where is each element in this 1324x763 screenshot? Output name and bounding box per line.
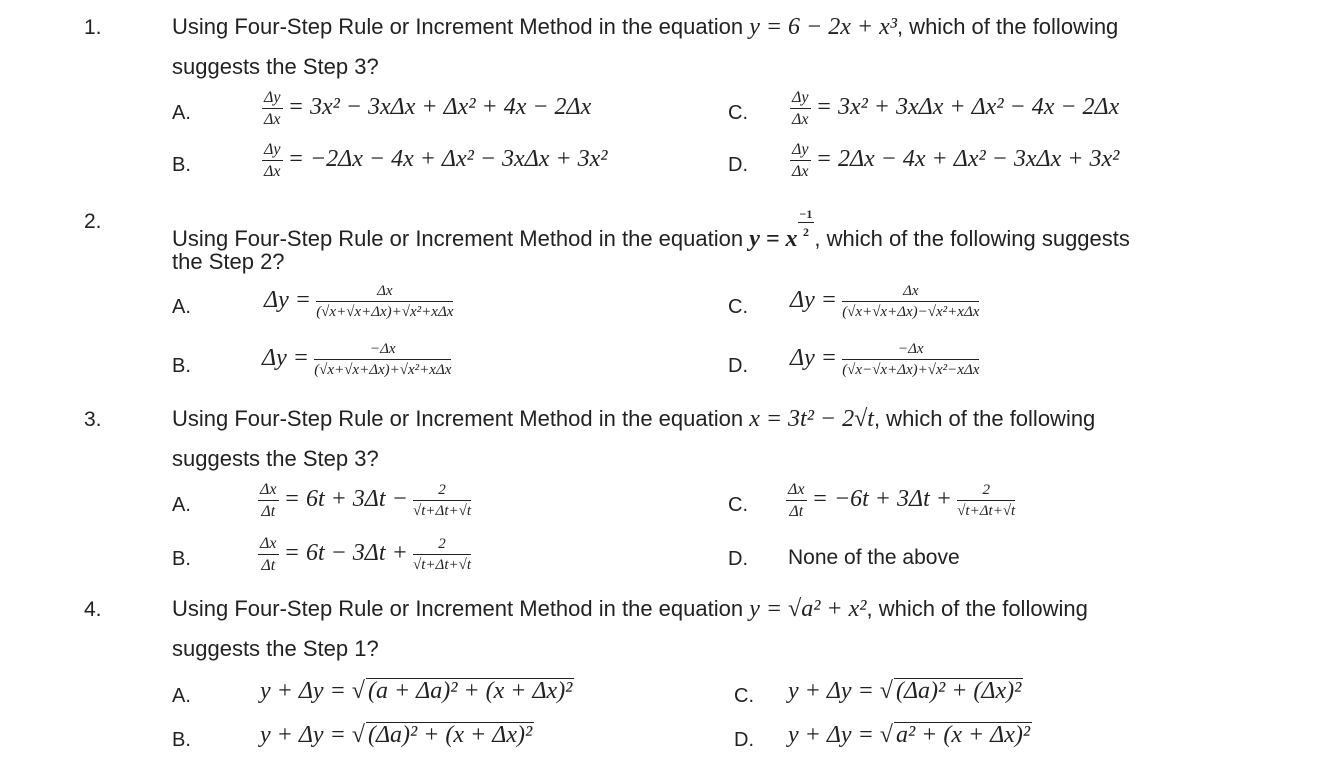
q3-option-c-letter[interactable]: C. — [728, 494, 748, 516]
q4-option-c-letter[interactable]: C. — [734, 685, 754, 707]
q3-a-numerator: 2 — [413, 483, 471, 501]
q1-a-lhs-numerator: Δy — [262, 90, 283, 109]
q1-d-lhs-numerator: Δy — [790, 142, 811, 161]
q2-b-denominator: (√x+√x+Δx)+√x²+xΔx — [314, 362, 452, 378]
q3-c-lhs-numerator: Δx — [786, 482, 807, 501]
q1-option-c-letter[interactable]: C. — [728, 102, 748, 124]
q4-a-lhs: y + Δy = √ — [260, 678, 365, 704]
q3-a-lhs-numerator: Δx — [258, 482, 279, 501]
q4-option-b-letter[interactable]: B. — [172, 729, 191, 751]
question-3-text-line1 — [172, 406, 1095, 433]
q3-c-denominator: √t+Δt+√t — [957, 503, 1016, 519]
q1-option-d-letter[interactable]: D. — [728, 154, 748, 176]
question-2-equation-base: y = x — [749, 226, 798, 252]
q1-d-lhs-denominator: Δx — [792, 163, 809, 180]
q4-b-lhs: y + Δy = √ — [260, 722, 365, 748]
q4-c-lhs: y + Δy = √ — [788, 678, 893, 704]
q2-a-lhs: Δy = — [264, 286, 311, 313]
q4-a-radicand: (a + Δa)² + (x + Δx)² — [367, 678, 573, 704]
q2-option-c-expression — [790, 284, 979, 320]
question-4-prompt-end: , which of the following — [866, 596, 1088, 621]
question-3-prompt: Using Four-Step Rule or Increment Method in the equation — [172, 406, 750, 431]
q1-c-lhs-denominator: Δx — [792, 111, 809, 128]
question-2-text-line1 — [172, 208, 1130, 253]
question-3-prompt-end: , which of the following — [873, 406, 1096, 431]
question-2-exponent-numerator: −1 — [799, 207, 813, 221]
question-2-exponent — [798, 208, 815, 238]
q1-a-rhs: = 3x² − 3xΔx + Δx² + 4x − 2Δx — [287, 93, 592, 120]
q2-a-denominator: (√x+√x+Δx)+√x²+xΔx — [316, 304, 454, 320]
question-1-text-line1 — [172, 14, 1118, 41]
q4-b-radicand: (Δa)² + (x + Δx)² — [367, 722, 533, 748]
question-3-text-line2: suggests the Step 3? — [172, 446, 379, 471]
q2-a-numerator: Δx — [316, 284, 453, 302]
q1-b-lhs-denominator: Δx — [264, 163, 281, 180]
question-2-equation — [749, 207, 814, 252]
q4-c-radicand: (Δa)² + (Δx)² — [895, 678, 1022, 704]
q4-option-d-expression — [788, 722, 1032, 749]
q3-a-denominator: √t+Δt+√t — [413, 503, 472, 519]
q2-b-numerator: −Δx — [314, 342, 451, 360]
question-2-prompt: Using Four-Step Rule or Increment Method in the equation — [172, 226, 750, 251]
q4-d-lhs: y + Δy = √ — [788, 722, 893, 748]
q3-b-middle: = 6t − 3Δt + — [283, 539, 408, 566]
question-3-number: 3. — [84, 408, 102, 431]
question-1-prompt-end: , which of the following — [896, 14, 1119, 39]
question-1-number: 1. — [84, 16, 102, 39]
q1-option-b-expression — [262, 142, 607, 180]
q2-c-lhs: Δy = — [790, 286, 837, 313]
q1-a-lhs-denominator: Δx — [264, 111, 281, 128]
q2-c-denominator: (√x+√x+Δx)−√x²+xΔx — [842, 304, 980, 320]
q4-d-radicand: a² + (x + Δx)² — [895, 722, 1031, 748]
q2-d-numerator: −Δx — [842, 342, 979, 360]
q2-option-a-expression — [264, 284, 453, 320]
q1-c-rhs: = 3x² + 3xΔx + Δx² − 4x − 2Δx — [815, 93, 1120, 120]
question-2-text-line2: the Step 2? — [172, 249, 285, 274]
q3-c-numerator: 2 — [957, 483, 1015, 501]
question-4-text-line1 — [172, 596, 1088, 623]
q4-option-a-letter[interactable]: A. — [172, 685, 191, 707]
q2-option-d-letter[interactable]: D. — [728, 355, 748, 377]
q1-option-b-letter[interactable]: B. — [172, 154, 191, 176]
question-4-equation: y = √a² + x² — [749, 596, 867, 622]
question-1-equation: y = 6 − 2x + x³ — [749, 14, 897, 40]
question-3-equation: x = 3t² − 2√t — [749, 406, 874, 432]
q1-option-a-expression — [262, 90, 591, 128]
q2-c-numerator: Δx — [842, 284, 979, 302]
q4-option-d-letter[interactable]: D. — [734, 729, 754, 751]
q3-option-a-expression — [258, 482, 471, 520]
q1-b-rhs: = −2Δx − 4x + Δx² − 3xΔx + 3x² — [287, 145, 608, 172]
q3-b-lhs-denominator: Δt — [261, 557, 276, 574]
q1-option-a-letter[interactable]: A. — [172, 102, 191, 124]
q1-option-d-expression — [790, 142, 1119, 180]
q4-option-c-expression — [788, 678, 1023, 705]
question-4-prompt: Using Four-Step Rule or Increment Method in the equation — [172, 596, 750, 621]
q1-b-lhs-numerator: Δy — [262, 142, 283, 161]
q3-c-middle: = −6t + 3Δt + — [811, 485, 952, 512]
q2-d-lhs: Δy = — [790, 344, 837, 371]
question-1-text-line2: suggests the Step 3? — [172, 54, 379, 79]
q3-b-numerator: 2 — [413, 537, 471, 555]
q2-option-c-letter[interactable]: C. — [728, 296, 748, 318]
question-4-number: 4. — [84, 598, 102, 621]
q1-c-lhs-numerator: Δy — [790, 90, 811, 109]
q4-option-b-expression — [260, 722, 534, 749]
q3-option-c-expression — [786, 482, 1015, 520]
q3-a-middle: = 6t + 3Δt − — [283, 485, 408, 512]
q2-option-d-expression — [790, 342, 979, 378]
q3-b-denominator: √t+Δt+√t — [413, 557, 472, 573]
q4-option-a-expression — [260, 678, 574, 705]
question-4-text-line2: suggests the Step 1? — [172, 636, 379, 661]
question-1-prompt: Using Four-Step Rule or Increment Method in the equation — [172, 14, 750, 39]
q2-b-lhs: Δy = — [262, 344, 309, 371]
q2-d-denominator: (√x−√x+Δx)+√x²−xΔx — [842, 362, 980, 378]
q2-option-a-letter[interactable]: A. — [172, 296, 191, 318]
question-2-exponent-denominator: 2 — [802, 225, 809, 239]
q3-b-lhs-numerator: Δx — [258, 536, 279, 555]
q3-a-lhs-denominator: Δt — [261, 503, 276, 520]
q3-option-b-letter[interactable]: B. — [172, 548, 191, 570]
q3-option-b-expression — [258, 536, 471, 574]
q2-option-b-letter[interactable]: B. — [172, 355, 191, 377]
q3-option-d-letter[interactable]: D. — [728, 548, 748, 570]
q3-c-lhs-denominator: Δt — [789, 503, 804, 520]
q2-option-b-expression — [262, 342, 451, 378]
q3-option-d-text: None of the above — [788, 546, 960, 569]
q1-d-rhs: = 2Δx − 4x + Δx² − 3xΔx + 3x² — [815, 145, 1120, 172]
q1-option-c-expression — [790, 90, 1119, 128]
question-2-number: 2. — [84, 210, 102, 233]
q3-option-a-letter[interactable]: A. — [172, 494, 191, 516]
question-2-prompt-end: , which of the following suggests — [814, 226, 1130, 251]
